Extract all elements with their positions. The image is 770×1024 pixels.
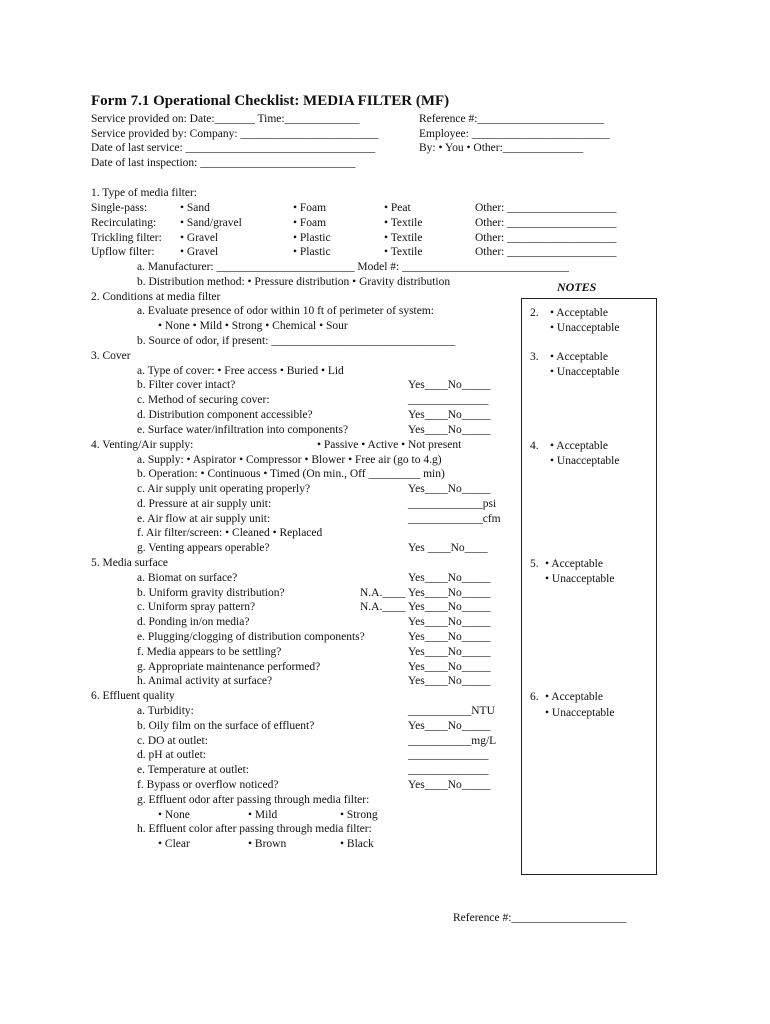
media-option[interactable]: • Peat <box>384 202 411 214</box>
media-type-label: Recirculating: <box>91 217 157 229</box>
checklist-question: f. Bypass or overflow noticed? <box>137 779 279 791</box>
notes-number: 3. <box>530 351 539 363</box>
checklist-question: g. Venting appears operable? <box>137 542 270 554</box>
yes-no-field[interactable]: Yes____No_____ <box>408 409 491 421</box>
yes-no-field[interactable]: Yes____No_____ <box>408 661 491 673</box>
na-field[interactable]: N.A.____ <box>360 601 406 613</box>
ph-field[interactable]: ______________ <box>408 749 489 761</box>
acceptable-option[interactable]: • Acceptable <box>545 558 603 570</box>
checklist-question: c. Uniform spray pattern? <box>137 601 256 613</box>
yes-no-field[interactable]: Yes____No_____ <box>408 631 491 643</box>
air-filter-options[interactable]: f. Air filter/screen: • Cleaned • Replaced <box>137 527 323 539</box>
checklist-question: a. Turbidity: <box>137 705 194 717</box>
checklist-question: b. Uniform gravity distribution? <box>137 587 285 599</box>
media-option[interactable]: • Plastic <box>293 232 331 244</box>
checklist-question: h. Animal activity at surface? <box>137 675 273 687</box>
acceptable-option[interactable]: • Acceptable <box>550 440 608 452</box>
notes-title: NOTES <box>557 280 597 294</box>
supply-options[interactable]: a. Supply: • Aspirator • Compressor • Blower • Free air (go to 4.g) <box>137 454 442 466</box>
checklist-question: h. Effluent color after passing through media filter: <box>137 823 372 835</box>
checklist-question: c. Air supply unit operating properly? <box>137 483 311 495</box>
checklist-question: f. Media appears to be settling? <box>137 646 282 658</box>
airflow-field[interactable]: _____________cfm <box>408 513 501 525</box>
notes-number: 5. <box>530 558 539 570</box>
checklist-question: d. Pressure at air supply unit: <box>137 498 272 510</box>
odor-question: a. Evaluate presence of odor within 10 ft of perimeter of system: <box>137 305 434 317</box>
color-option[interactable]: • Brown <box>248 838 287 850</box>
odor-option[interactable]: • Mild <box>248 809 278 821</box>
do-field[interactable]: ___________mg/L <box>408 735 497 747</box>
na-field[interactable]: N.A.____ <box>360 587 406 599</box>
odor-source-line[interactable]: b. Source of odor, if present: ________________________________ <box>137 335 456 347</box>
pressure-field[interactable]: _____________psi <box>408 498 497 510</box>
distribution-method-line[interactable]: b. Distribution method: • Pressure distribution • Gravity distribution <box>137 276 451 288</box>
section-2-heading: 2. Conditions at media filter <box>91 291 221 303</box>
color-option[interactable]: • Black <box>340 838 374 850</box>
checklist-question: b. Filter cover intact? <box>137 379 236 391</box>
media-other-field[interactable]: Other: ___________________ <box>475 217 617 229</box>
unacceptable-option[interactable]: • Unacceptable <box>550 366 620 378</box>
yes-no-field[interactable]: Yes____No_____ <box>408 572 491 584</box>
checklist-question: e. Plugging/clogging of distribution components? <box>137 631 365 643</box>
notes-number: 4. <box>530 440 539 452</box>
unacceptable-option[interactable]: • Unacceptable <box>550 322 620 334</box>
yes-no-field[interactable]: Yes____No_____ <box>408 779 491 791</box>
section-3-heading: 3. Cover <box>91 350 131 362</box>
media-option[interactable]: • Textile <box>384 217 423 229</box>
section-6-heading: 6. Effluent quality <box>91 690 175 702</box>
yes-no-field[interactable]: Yes____No_____ <box>408 601 491 613</box>
checklist-question: e. Surface water/infiltration into components? <box>137 424 349 436</box>
media-option[interactable]: • Textile <box>384 246 423 258</box>
yes-no-field[interactable]: Yes____No_____ <box>408 379 491 391</box>
checklist-question: d. Ponding in/on media? <box>137 616 250 628</box>
last-inspection-date-line[interactable]: Date of last inspection: ___________________________ <box>91 157 356 169</box>
media-option[interactable]: • Foam <box>293 202 327 214</box>
yes-no-field[interactable]: Yes____No_____ <box>408 424 491 436</box>
section-1-heading: 1. Type of media filter: <box>91 187 197 199</box>
media-option[interactable]: • Sand/gravel <box>180 217 242 229</box>
checklist-question: g. Appropriate maintenance performed? <box>137 661 321 673</box>
media-type-label: Upflow filter: <box>91 246 155 258</box>
checklist-question: c. Method of securing cover: <box>137 394 270 406</box>
employee-field[interactable]: Employee: ________________________ <box>419 128 610 140</box>
operation-options[interactable]: b. Operation: • Continuous • Timed (On min., Off _________ min) <box>137 468 445 480</box>
color-option[interactable]: • Clear <box>158 838 190 850</box>
media-type-label: Single-pass: <box>91 202 148 214</box>
media-option[interactable]: • Foam <box>293 217 327 229</box>
service-date-line[interactable]: Service provided on: Date:_______ Time:_____________ <box>91 113 360 125</box>
form-title: Form 7.1 Operational Checklist: MEDIA FILTER (MF) <box>91 93 450 109</box>
reference-number-field[interactable]: Reference #:______________________ <box>419 113 604 125</box>
notes-number: 6. <box>530 691 539 703</box>
checklist-question: e. Air flow at air supply unit: <box>137 513 271 525</box>
media-type-label: Trickling filter: <box>91 232 162 244</box>
by-line[interactable]: By: • You • Other:______________ <box>419 142 584 154</box>
yes-no-field[interactable]: Yes____No_____ <box>408 483 491 495</box>
media-option[interactable]: • Textile <box>384 232 423 244</box>
media-option[interactable]: • Gravel <box>180 246 219 258</box>
acceptable-option[interactable]: • Acceptable <box>550 351 608 363</box>
cover-type-options[interactable]: a. Type of cover: • Free access • Buried • Lid <box>137 365 344 377</box>
odor-option[interactable]: • Strong <box>340 809 378 821</box>
checklist-question: b. Oily film on the surface of effluent? <box>137 720 315 732</box>
media-option[interactable]: • Gravel <box>180 232 219 244</box>
manufacturer-model-line[interactable]: a. Manufacturer: ________________________ Model #: _____________________________ <box>137 261 569 273</box>
notes-number: 2. <box>530 307 539 319</box>
company-line[interactable]: Service provided by: Company: ________________________ <box>91 128 379 140</box>
media-option[interactable]: • Sand <box>180 202 210 214</box>
venting-options[interactable]: • Passive • Active • Not present <box>317 439 462 451</box>
checklist-question: g. Effluent odor after passing through media filter: <box>137 794 370 806</box>
checklist-question: d. Distribution component accessible? <box>137 409 313 421</box>
odor-option[interactable]: • None <box>158 809 190 821</box>
answer-field[interactable]: ______________ <box>408 394 489 406</box>
media-other-field[interactable]: Other: ___________________ <box>475 232 617 244</box>
unacceptable-option[interactable]: • Unacceptable <box>545 707 615 719</box>
media-option[interactable]: • Plastic <box>293 246 331 258</box>
yes-no-field[interactable]: Yes____No_____ <box>408 675 491 687</box>
notes-box[interactable] <box>521 298 657 875</box>
temperature-field[interactable]: ______________ <box>408 764 489 776</box>
checklist-question: c. DO at outlet: <box>137 735 208 747</box>
yes-no-field[interactable]: Yes ____No____ <box>408 542 488 554</box>
checklist-question: a. Biomat on surface? <box>137 572 238 584</box>
checklist-question: e. Temperature at outlet: <box>137 764 250 776</box>
checklist-question: d. pH at outlet: <box>137 749 206 761</box>
yes-no-field[interactable]: Yes____No_____ <box>408 616 491 628</box>
unacceptable-option[interactable]: • Unacceptable <box>550 455 620 467</box>
last-service-date-line[interactable]: Date of last service: _________________________________ <box>91 142 376 154</box>
yes-no-field[interactable]: Yes____No_____ <box>408 646 491 658</box>
yes-no-field[interactable]: Yes____No_____ <box>408 587 491 599</box>
media-other-field[interactable]: Other: ___________________ <box>475 246 617 258</box>
odor-options[interactable]: • None • Mild • Strong • Chemical • Sour <box>158 320 348 332</box>
yes-no-field[interactable]: Yes____No_____ <box>408 720 491 732</box>
section-4-heading: 4. Venting/Air supply: <box>91 439 194 451</box>
turbidity-field[interactable]: ___________NTU <box>408 705 495 717</box>
acceptable-option[interactable]: • Acceptable <box>550 307 608 319</box>
footer-reference-field[interactable]: Reference #:____________________ <box>453 912 627 924</box>
section-5-heading: 5. Media surface <box>91 557 168 569</box>
unacceptable-option[interactable]: • Unacceptable <box>545 573 615 585</box>
acceptable-option[interactable]: • Acceptable <box>545 691 603 703</box>
media-other-field[interactable]: Other: ___________________ <box>475 202 617 214</box>
